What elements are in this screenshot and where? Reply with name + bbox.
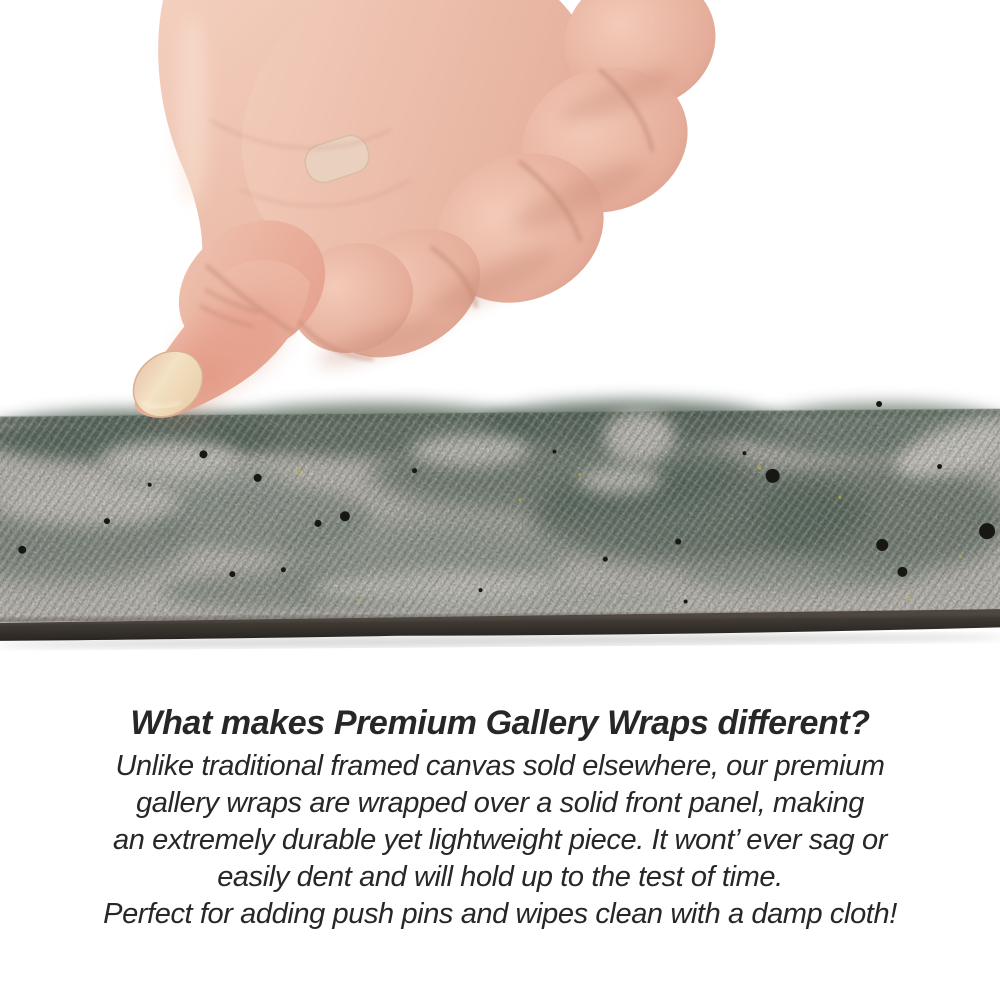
- canvas-strip: [0, 397, 1000, 651]
- marketing-copy: [0, 701, 1000, 933]
- body-line-2: gallery wraps are wrapped over a solid front panel, making: [136, 787, 864, 819]
- body-line-4: easily dent and will hold up to the test of time.: [217, 861, 783, 893]
- body-line-3: an extremely durable yet lightweight piece. It wont’ ever sag or: [113, 824, 887, 856]
- heading: What makes Premium Gallery Wraps different?: [130, 704, 870, 742]
- body-line-5: Perfect for adding push pins and wipes clean with a damp cloth!: [103, 898, 897, 930]
- body-line-1: Unlike traditional framed canvas sold elsewhere, our premium: [115, 750, 885, 782]
- hand-photo: [120, 0, 731, 432]
